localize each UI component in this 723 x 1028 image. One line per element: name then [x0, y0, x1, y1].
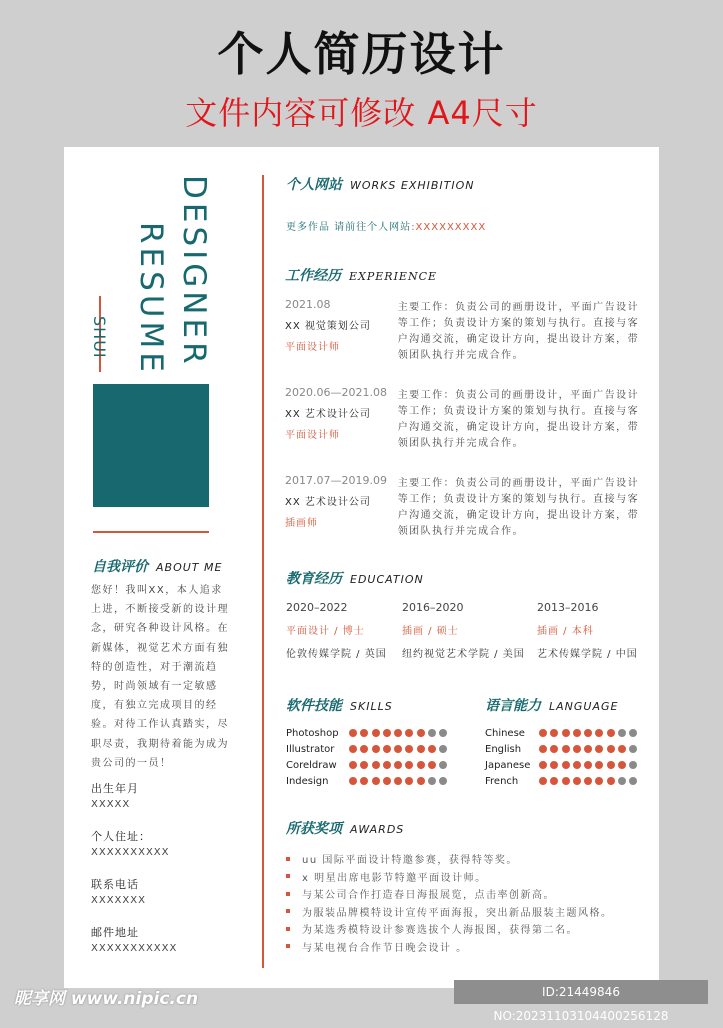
info-value: XXXXXXX [91, 895, 146, 906]
rating-dot [595, 761, 603, 769]
rating-row [485, 757, 637, 773]
rating-label: English [485, 743, 522, 755]
skills-heading: 软件技能 SKILLS [286, 698, 393, 714]
rating-dot [417, 761, 425, 769]
rating-dot [383, 729, 391, 737]
rating-dot [573, 761, 581, 769]
exp-date: 2021.08 [285, 298, 331, 311]
rating-dot [618, 745, 626, 753]
rating-dot [539, 745, 547, 753]
rating-label: Chinese [485, 727, 525, 739]
info-label: 邮件地址 [91, 926, 139, 939]
about-heading: 自我评价 ABOUT ME [92, 559, 223, 575]
rating-dot [607, 761, 615, 769]
rating-dot [405, 729, 413, 737]
image-id-badge: ID:21449846 NO:20231103104400256128 [454, 980, 708, 1004]
rating-dots [539, 777, 637, 785]
rating-dot [607, 777, 615, 785]
info-value: XXXXXXXXXXX [91, 943, 178, 954]
award-item: 为服装品牌模特设计宣传平面海报，突出新品服装主题风格。 [286, 903, 613, 921]
column-divider [262, 175, 264, 968]
rating-dot [584, 761, 592, 769]
rating-dot [607, 729, 615, 737]
exp-date: 2017.07—2019.09 [285, 474, 387, 487]
exp-desc: 主要工作：负责公司的画册设计，平面广告设计等工作；负责设计方案的策划与执行。直接与客户沟通交流，确定设计方向，提出设计方案，带领团队执行并完成合作。 [397, 390, 640, 449]
poster-subtitle: 文件内容可修改 A4尺寸 [185, 94, 538, 132]
rating-dot [372, 777, 380, 785]
cover-name: SHUI [90, 316, 109, 359]
rating-dot [629, 729, 637, 737]
info-value: XXXXXXXXXX [91, 847, 170, 858]
rating-dot [439, 745, 447, 753]
rating-dot [562, 761, 570, 769]
rating-row [286, 741, 447, 757]
exp-company: XX 艺术设计公司 [285, 497, 371, 508]
cover-resume: RESUME [133, 222, 169, 376]
info-label: 出生年月 [91, 782, 139, 795]
rating-dot [539, 761, 547, 769]
rating-dot [439, 761, 447, 769]
rating-dot [629, 777, 637, 785]
rating-dot [595, 729, 603, 737]
rating-dot [394, 729, 402, 737]
exp-company: XX 视觉策划公司 [285, 321, 371, 332]
rating-dot [562, 729, 570, 737]
rating-dot [360, 761, 368, 769]
rating-dots [349, 745, 447, 753]
rating-dot [562, 777, 570, 785]
rating-dot [595, 745, 603, 753]
rating-dots [349, 761, 447, 769]
rating-dot [618, 777, 626, 785]
rating-dot [584, 777, 592, 785]
rating-dot [539, 777, 547, 785]
rating-dot [573, 777, 581, 785]
photo-placeholder [93, 384, 209, 507]
rating-dot [607, 745, 615, 753]
rating-dot [439, 777, 447, 785]
info-label: 联系电话 [91, 878, 139, 891]
rating-dot [360, 777, 368, 785]
rating-dot [428, 729, 436, 737]
divider [93, 531, 209, 533]
works-heading: 个人网站 WORKS EXHIBITION [286, 177, 475, 193]
rating-dot [383, 745, 391, 753]
about-text: 您好！我叫XX，本人追求上进，不断接受新的设计理念，研究各种设计风格。在新媒体，视觉艺术方面有独特的创造性，对于潮流趋势，时尚领域有一定敏感度，有独立完成项目的经验。对待工作认真踏实，尽职尽责，我期待着能为成为贵公司的一员！ [91, 585, 229, 769]
exp-date: 2020.06—2021.08 [285, 386, 387, 399]
award-item: 与某公司合作打造春日海报展览，点击率创新高。 [286, 885, 613, 903]
rating-dot [573, 745, 581, 753]
rating-dots [349, 729, 447, 737]
rating-dot [417, 745, 425, 753]
rating-dot [372, 761, 380, 769]
rating-dot [428, 761, 436, 769]
language-list [485, 725, 637, 789]
poster-title: 个人简历设计 [217, 27, 506, 81]
rating-dot [550, 761, 558, 769]
education-item: 2016–2020 插画 / 硕士 纽约视觉艺术学院 / 美国 [402, 601, 525, 660]
rating-dot [349, 729, 357, 737]
award-item: uu 国际平面设计特邀参赛，获得特等奖。 [286, 850, 613, 868]
rating-dot [629, 761, 637, 769]
rating-label: Photoshop [286, 727, 339, 739]
rating-row [286, 773, 447, 789]
rating-dots [539, 761, 637, 769]
experience-item [285, 298, 645, 386]
rating-dots [539, 729, 637, 737]
info-label: 个人住址： [91, 830, 151, 843]
rating-dot [618, 729, 626, 737]
rating-dot [417, 777, 425, 785]
rating-dot [539, 729, 547, 737]
rating-dot [550, 729, 558, 737]
rating-dot [360, 729, 368, 737]
rating-dot [405, 745, 413, 753]
skills-list [286, 725, 447, 789]
rating-row [485, 741, 637, 757]
rating-dot [360, 745, 368, 753]
experience-list [285, 298, 645, 562]
exp-desc: 主要工作：负责公司的画册设计，平面广告设计等工作；负责设计方案的策划与执行。直接与客户沟通交流，确定设计方向，提出设计方案，带领团队执行并完成合作。 [397, 302, 640, 361]
rating-dot [349, 777, 357, 785]
rating-dot [349, 745, 357, 753]
rating-dot [428, 777, 436, 785]
rating-dot [629, 745, 637, 753]
exp-role: 平面设计师 [285, 342, 340, 353]
education-list [286, 601, 657, 660]
rating-row [485, 773, 637, 789]
rating-dot [394, 777, 402, 785]
rating-dot [595, 777, 603, 785]
rating-dot [349, 761, 357, 769]
rating-dot [584, 745, 592, 753]
rating-dot [417, 729, 425, 737]
award-item: x 明星出席电影节特邀平面设计师。 [286, 868, 613, 886]
rating-dot [372, 729, 380, 737]
rating-dot [618, 761, 626, 769]
rating-label: Japanese [485, 759, 531, 771]
exp-desc: 主要工作：负责公司的画册设计，平面广告设计等工作；负责设计方案的策划与执行。直接与客户沟通交流，确定设计方向，提出设计方案，带领团队执行并完成合作。 [397, 478, 640, 537]
rating-dot [562, 745, 570, 753]
rating-label: Indesign [286, 775, 329, 787]
rating-dot [428, 745, 436, 753]
rating-dot [372, 745, 380, 753]
exp-role: 平面设计师 [285, 430, 340, 441]
rating-label: Coreldraw [286, 759, 337, 771]
education-heading: 教育经历 EDUCATION [286, 571, 424, 587]
cover-designer: DESIGNER [176, 175, 212, 368]
rating-dot [394, 745, 402, 753]
awards-list [286, 850, 613, 955]
rating-dot [584, 729, 592, 737]
experience-heading: 工作经历 EXPERIENCE [285, 268, 438, 284]
rating-row [286, 725, 447, 741]
rating-label: French [485, 775, 519, 787]
rating-dot [405, 777, 413, 785]
rating-dot [405, 761, 413, 769]
rating-row [286, 757, 447, 773]
language-heading: 语言能力 LANGUAGE [485, 698, 619, 714]
exp-role: 插画师 [285, 518, 318, 529]
info-value: XXXXX [91, 799, 131, 810]
rating-dot [394, 761, 402, 769]
rating-dots [349, 777, 447, 785]
info-list [91, 780, 241, 972]
experience-item [285, 386, 645, 474]
rating-label: Illustrator [286, 743, 335, 755]
award-item: 为某选秀模特设计参赛选拔个人海报图，获得第二名。 [286, 920, 613, 938]
works-link[interactable]: 更多作品 请前往个人网站:XXXXXXXXX [286, 222, 487, 233]
watermark-logo: 昵享网 www.nipic.cn [14, 989, 199, 1009]
exp-company: XX 艺术设计公司 [285, 409, 371, 420]
rating-dot [383, 761, 391, 769]
rating-row [485, 725, 637, 741]
experience-item [285, 474, 645, 562]
rating-dot [573, 729, 581, 737]
award-item: 与某电视台合作节日晚会设计 。 [286, 938, 613, 956]
rating-dot [439, 729, 447, 737]
rating-dot [383, 777, 391, 785]
education-item: 2020–2022 平面设计 / 博士 伦敦传媒学院 / 英国 [286, 601, 387, 660]
awards-heading: 所获奖项 AWARDS [286, 821, 405, 837]
rating-dots [539, 745, 637, 753]
rating-dot [550, 777, 558, 785]
rating-dot [550, 745, 558, 753]
education-item: 2013–2016 插画 / 本科 艺术传媒学院 / 中国 [537, 601, 638, 660]
